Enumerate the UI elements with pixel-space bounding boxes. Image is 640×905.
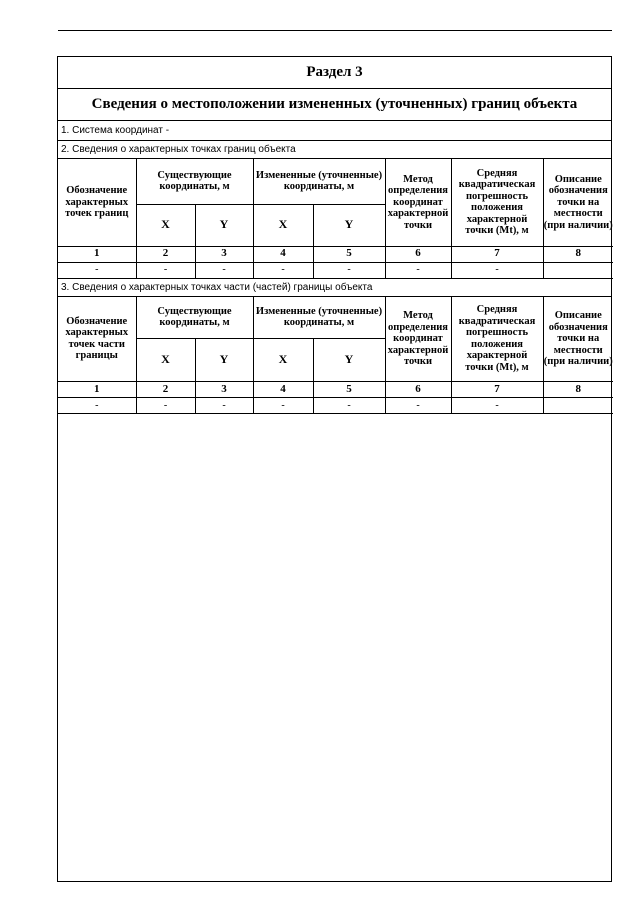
table2-cell: - [195,398,253,414]
table2-existing-y: Y [195,339,253,382]
table2-cell: - [385,398,451,414]
table1 [58,159,613,279]
table2-num: 8 [543,382,613,398]
table2-col-method: Метод определения координат характерной точки [385,297,451,382]
table1-cell: - [253,262,313,278]
table2-existing-x: X [136,339,195,382]
section-title: Раздел 3 [58,57,611,89]
table2-col-error: Средняя квадратическая погрешность положения характерной точки (Mt), м [451,297,543,382]
table2-num: 3 [195,382,253,398]
table2-cell: - [136,398,195,414]
top-rule [58,30,612,31]
table2-changed-y: Y [313,339,385,382]
table2-col-changed: Измененные (уточненные) координаты, м [253,297,385,339]
table2 [58,297,613,415]
table1-cell: - [451,262,543,278]
table1-num: 7 [451,246,543,262]
table1-num: 5 [313,246,385,262]
table2-caption: 3. Сведения о характерных точках части (частей) границы объекта [58,279,611,297]
table2-num: 5 [313,382,385,398]
table1-number-row [58,246,613,262]
table2-col-description: Описание обозначения точки на местности (при наличии) [543,297,613,382]
table1-cell: - [136,262,195,278]
table1-caption: 2. Сведения о характерных точках границ объекта [58,141,611,159]
table1-changed-y: Y [313,204,385,246]
table1-col-error: Средняя квадратическая погрешность положения характерной точки (Mt), м [451,159,543,246]
table-row [58,398,613,414]
table2-col-designation: Обозначение характерных точек части границы [58,297,136,382]
table1-num: 1 [58,246,136,262]
section-frame [57,56,612,882]
table1-cell: - [195,262,253,278]
table-row [58,262,613,278]
table2-changed-x: X [253,339,313,382]
table2-cell [543,398,613,414]
table1-existing-y: Y [195,204,253,246]
table2-cell: - [253,398,313,414]
table1-num: 6 [385,246,451,262]
table1-num: 3 [195,246,253,262]
table1-col-designation: Обозначение характерных точек границ [58,159,136,246]
table2-num: 4 [253,382,313,398]
table1-cell [543,262,613,278]
table1-col-description: Описание обозначения точки на местности (при наличии) [543,159,613,246]
table2-num: 7 [451,382,543,398]
table1-existing-x: X [136,204,195,246]
table1-col-method: Метод определения координат характерной точки [385,159,451,246]
table1-cell: - [385,262,451,278]
table2-cell: - [58,398,136,414]
table1-changed-x: X [253,204,313,246]
coord-system-line: 1. Система координат - [58,121,611,141]
table1-num: 8 [543,246,613,262]
section-heading: Сведения о местоположении измененных (уточненных) границ объекта [58,89,611,121]
table2-num: 2 [136,382,195,398]
table1-col-changed: Измененные (уточненные) координаты, м [253,159,385,204]
table1-cell: - [58,262,136,278]
table2-col-existing: Существующие координаты, м [136,297,253,339]
table2-cell: - [313,398,385,414]
table2-cell: - [451,398,543,414]
table2-number-row [58,382,613,398]
table1-num: 2 [136,246,195,262]
table2-num: 1 [58,382,136,398]
table2-num: 6 [385,382,451,398]
table1-cell: - [313,262,385,278]
table1-col-existing: Существующие координаты, м [136,159,253,204]
table1-num: 4 [253,246,313,262]
